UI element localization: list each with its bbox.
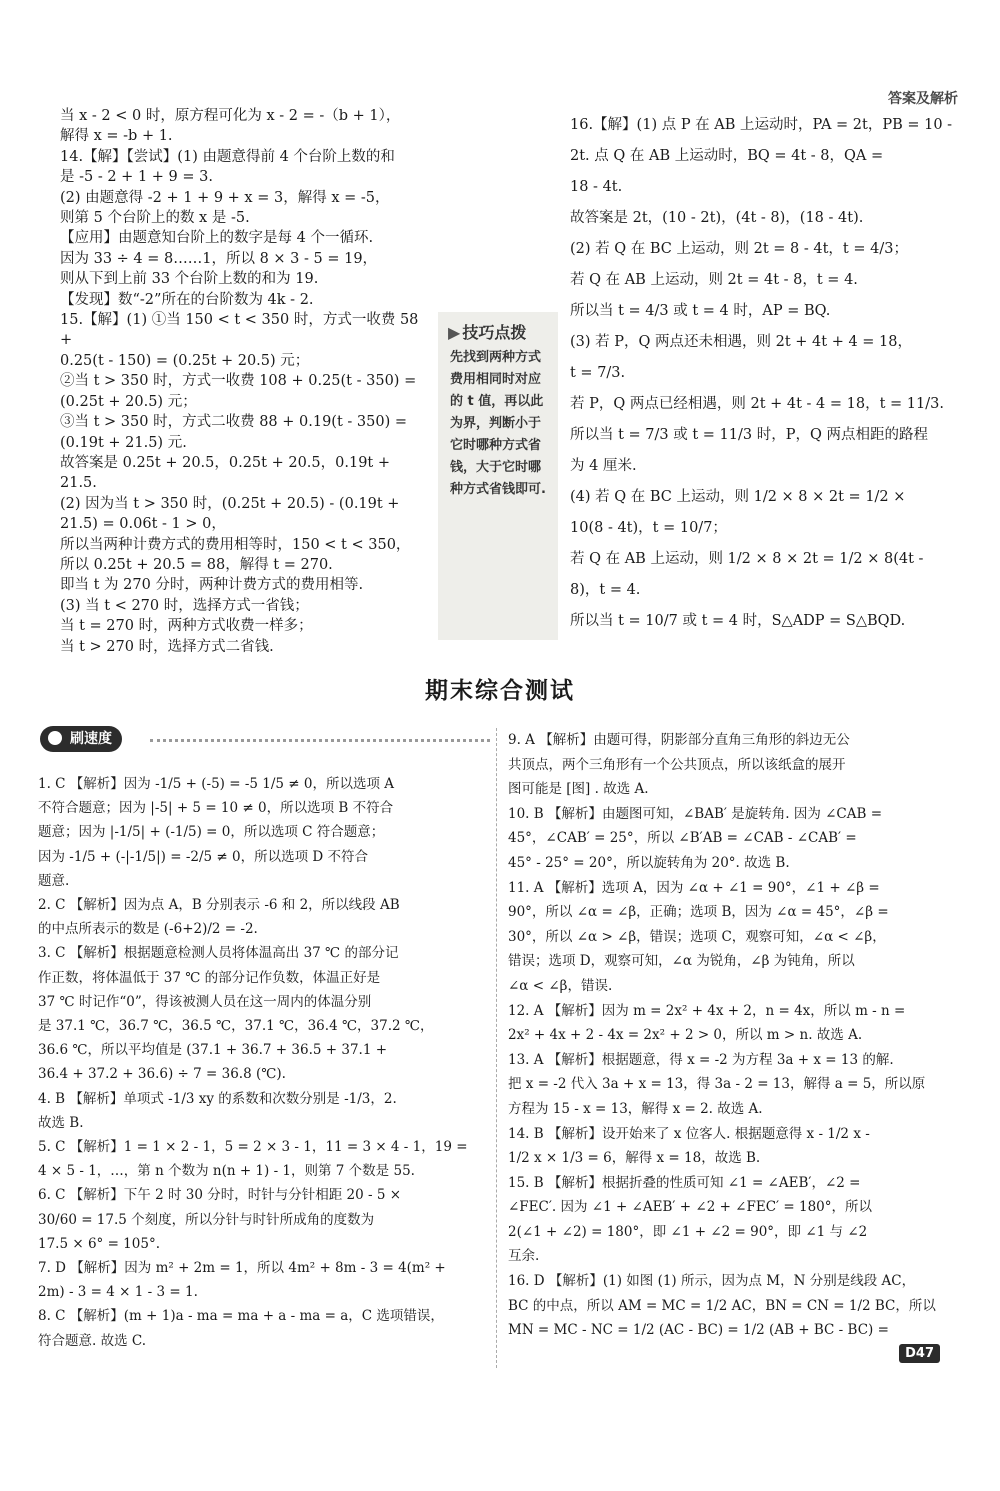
text-line: 11. A 【解析】选项 A，因为 ∠α + ∠1 = 90°，∠1 + ∠β = <box>508 879 880 896</box>
text-line: 因为 -1/5 + (-|-1/5|) = -2/5 ≠ 0，所以选项 D 不符合 <box>38 848 369 865</box>
section-title: 期末综合测试 <box>425 678 575 704</box>
text-line: 15. B 【解析】根据折叠的性质可知 ∠1 = ∠AEB′，∠2 = <box>508 1174 861 1191</box>
text-line: 共顶点，两个三角形有一个公共顶点，所以该纸盒的展开 <box>508 756 846 773</box>
text-line: 2. C 【解析】因为点 A，B 分别表示 -6 和 2，所以线段 AB <box>38 897 400 914</box>
text-line: 题意；因为 |-1/5| + (-1/5) = 0，所以选项 C 符合题意； <box>38 824 385 841</box>
text-line: 10(8 - 4t)，t = 10/7； <box>570 520 727 536</box>
page-number: D47 <box>899 1344 940 1363</box>
text-line: 解得 x = -b + 1. <box>60 128 173 145</box>
section-header-label: 答案及解析 <box>888 91 958 107</box>
left-top-column <box>60 106 435 657</box>
text-line: 当 x - 2 < 0 时，原方程可化为 x - 2 = -（b + 1）， <box>60 108 401 124</box>
tip-title: 技巧点拨 <box>462 323 527 342</box>
text-line: 10. B 【解析】由题图可知，∠BAB′ 是旋转角. 因为 ∠CAB = <box>508 805 883 822</box>
text-line: 错误；选项 D，观察可知，∠α 为锐角，∠β 为钝角，所以 <box>508 953 855 970</box>
text-line: 45°，∠CAB′ = 25°，所以 ∠B′AB = ∠CAB - ∠CAB′ = <box>508 830 857 847</box>
text-line: 故答案是 2t，(10 - 2t)，(4t - 8)，(18 - 4t). <box>570 210 864 226</box>
pencil-icon <box>48 731 62 745</box>
text-line: 30/60 = 17.5 个刻度，所以分针与时针所成角的度数为 <box>38 1211 375 1228</box>
text-line: 5. C 【解析】1 = 1 × 2 - 1，5 = 2 × 3 - 1，11 = 3 × 4 - 1，19 = <box>38 1139 468 1156</box>
text-line: 14.【解】【尝试】(1) 由题意得前 4 个台阶上数的和 <box>60 148 395 165</box>
text-line: 36.6 ℃，所以平均值是 (37.1 + 36.7 + 36.5 + 37.1 + <box>38 1042 388 1059</box>
text-line: 12. A 【解析】因为 m = 2x² + 4x + 2，n = 4x，所以 m - n = <box>508 1002 906 1019</box>
text-line: 方程为 15 - x = 13，解得 x = 2. 故选 A. <box>508 1100 763 1117</box>
text-line: MN = MC - NC = 1/2 (AC - BC) = 1/2 (AB + BC - BC) = <box>508 1322 889 1339</box>
text-line: 16. D 【解析】(1) 如图 (1) 所示，因为点 M，N 分别是线段 AC， <box>508 1273 916 1290</box>
text-line: 把 x = -2 代入 3a + x = 13，得 3a - 2 = 13，解得 a = 5，所以原 <box>508 1076 926 1093</box>
text-line: (2) 若 Q 在 BC 上运动，则 2t = 8 - 4t，t = 4/3； <box>570 241 908 257</box>
text-line: 0.25(t - 150) = (0.25t + 20.5) 元； <box>60 352 310 369</box>
text-line: 17.5 × 6° = 105°. <box>38 1235 160 1252</box>
text-line: 8)，t = 4. <box>570 582 641 598</box>
badge-label: 刷速度 <box>70 731 112 747</box>
text-line: ②当 t > 350 时，方式一收费 108 + 0.25(t - 350) = <box>60 373 417 390</box>
text-line: 因为 33 ÷ 4 = 8……1，所以 8 × 3 - 5 = 19， <box>60 250 378 267</box>
text-line: 所以当 t = 4/3 或 t = 4 时，AP = BQ. <box>570 303 831 319</box>
text-line: 3. C 【解析】根据题意检测人员将体温高出 37 ℃ 的部分记 <box>38 945 399 962</box>
text-line: 2(∠1 + ∠2) = 180°，即 ∠1 + ∠2 = 90°，即 ∠1 与 ∠2 <box>508 1223 868 1240</box>
text-line: (2) 因为当 t > 350 时，(0.25t + 20.5) - (0.19t + <box>60 495 400 512</box>
text-line: 的中点所表示的数是 (-6+2)/2 = -2. <box>38 921 258 938</box>
text-line: (0.25t + 20.5) 元； <box>60 393 197 410</box>
text-line: 不符合题意；因为 |-5| + 5 = 10 ≠ 0，所以选项 B 不符合 <box>38 800 394 817</box>
text-line: ∠FEC′. 因为 ∠1 + ∠AEB′ + ∠2 + ∠FEC′ = 180°，所以 <box>508 1199 873 1216</box>
column-divider <box>496 728 497 1368</box>
text-line: 90°，所以 ∠α = ∠β，正确；选项 B，因为 ∠α = 45°，∠β = <box>508 904 889 921</box>
text-line: (3) 若 P，Q 两点还未相遇，则 2t + 4t + 4 = 18， <box>570 334 913 350</box>
text-line: 所以当两种计费方式的费用相等时，150 < t < 350， <box>60 536 411 553</box>
text-line: 故答案是 0.25t + 20.5，0.25t + 20.5，0.19t + <box>60 454 391 471</box>
text-line: 15.【解】(1) ①当 150 < t < 350 时，方式一收费 58 + <box>60 312 424 349</box>
text-line: BC 的中点，所以 AM = MC = 1/2 AC，BN = CN = 1/2 BC，所以 <box>508 1297 936 1314</box>
text-line: 45° - 25° = 20°，所以旋转角为 20°. 故选 B. <box>508 854 790 871</box>
text-line: 互余. <box>508 1248 540 1265</box>
text-line: 4 × 5 - 1，…，第 n 个数为 n(n + 1) - 1，则第 7 个数是 55. <box>38 1163 415 1180</box>
tip-body: 先找到两种方式费用相同时对应的 t 值，再以此为界，判断小于它时哪种方式省钱，大于它时哪种方式省钱即可. <box>450 350 546 497</box>
text-line: 所以当 t = 7/3 或 t = 11/3 时，P，Q 两点相距的路程 <box>570 427 928 443</box>
text-line: (0.19t + 21.5) 元. <box>60 434 187 451</box>
text-line: 则从下到上前 33 个台阶上数的和为 19. <box>60 271 319 288</box>
text-line: 1/2 x × 1/3 = 6，解得 x = 18，故选 B. <box>508 1150 761 1167</box>
text-line: 8. C 【解析】(m + 1)a - ma = ma + a - ma = a，C 选项错误， <box>38 1308 444 1325</box>
text-line: 2m) - 3 = 4 × 1 - 3 = 1. <box>38 1284 198 1301</box>
text-line: (3) 当 t < 270 时，选择方式一省钱； <box>60 597 309 614</box>
text-line: 所以当 t = 10/7 或 t = 4 时，S△ADP = S△BQD. <box>570 613 906 629</box>
text-line: 当 t > 270 时，选择方式二省钱. <box>60 638 274 655</box>
text-line: 当 t = 270 时，两种方式收费一样多； <box>60 618 313 635</box>
speed-badge <box>40 726 122 752</box>
text-line: 6. C 【解析】下午 2 时 30 分时，时针与分针相距 20 - 5 × <box>38 1187 402 1204</box>
text-line: 图可能是 [图] . 故选 A. <box>508 781 649 798</box>
text-line: 故选 B. <box>38 1114 84 1131</box>
right-bottom-column <box>508 728 958 1343</box>
text-line: ③当 t > 350 时，方式二收费 88 + 0.19(t - 350) = <box>60 414 407 431</box>
dotted-rule <box>150 739 490 742</box>
text-line: 若 Q 在 AB 上运动，则 2t = 4t - 8，t = 4. <box>570 272 858 288</box>
text-line: 36.4 + 37.2 + 36.6) ÷ 7 = 36.8 (℃). <box>38 1066 286 1083</box>
text-line: 所以 0.25t + 20.5 = 88，解得 t = 270. <box>60 556 333 573</box>
text-line: 【发现】数“-2”所在的台阶数为 4k - 2. <box>60 291 314 308</box>
text-line: 则第 5 个台阶上的数 x 是 -5. <box>60 210 250 227</box>
text-line: 16.【解】(1) 点 P 在 AB 上运动时，PA = 2t，PB = 10 - <box>570 117 953 133</box>
text-line: (4) 若 Q 在 BC 上运动，则 1/2 × 8 × 2t = 1/2 × <box>570 489 906 505</box>
text-line: 9. A 【解析】由题可得，阴影部分直角三角形的斜边无公 <box>508 732 850 748</box>
text-line: 即当 t 为 270 分时，两种计费方式的费用相等. <box>60 577 364 594</box>
text-line: 30°，所以 ∠α > ∠β，错误；选项 C，观察可知，∠α < ∠β， <box>508 928 886 945</box>
text-line: 2t. 点 Q 在 AB 上运动时，BQ = 4t - 8，QA = <box>570 148 884 164</box>
arrow-icon: ▶ <box>448 323 461 342</box>
text-line: 21.5. <box>60 475 97 492</box>
text-line: 为 4 厘米. <box>570 458 637 474</box>
text-line: 符合题意. 故选 C. <box>38 1332 147 1349</box>
text-line: 13. A 【解析】根据题意，得 x = -2 为方程 3a + x = 13 的解. <box>508 1051 894 1068</box>
text-line: 2x² + 4x + 2 - 4x = 2x² + 2 > 0，所以 m > n. 故选 A. <box>508 1027 863 1044</box>
text-line: 1. C 【解析】因为 -1/5 + (-5) = -5 1/5 ≠ 0，所以选项 A <box>38 776 395 792</box>
text-line: 14. B 【解析】设开始来了 x 位客人. 根据题意得 x - 1/2 x - <box>508 1125 870 1142</box>
left-bottom-column <box>38 772 486 1353</box>
text-line: t = 7/3. <box>570 365 626 381</box>
right-top-column <box>570 110 960 637</box>
text-line: 4. B 【解析】单项式 -1/3 xy 的系数和次数分别是 -1/3，2. <box>38 1090 397 1107</box>
text-line: 若 Q 在 AB 上运动，则 1/2 × 8 × 2t = 1/2 × 8(4t - <box>570 551 924 567</box>
text-line: 7. D 【解析】因为 m² + 2m = 1，所以 4m² + 8m - 3 = 4(m² + <box>38 1260 446 1277</box>
text-line: (2) 由题意得 -2 + 1 + 9 + x = 3，解得 x = -5， <box>60 189 390 206</box>
text-line: 18 - 4t. <box>570 179 623 195</box>
tip-box <box>438 312 558 640</box>
text-line: 37 ℃ 时记作“0”，得该被测人员在这一周内的体温分别 <box>38 993 372 1010</box>
text-line: 是 -5 - 2 + 1 + 9 = 3. <box>60 169 213 186</box>
text-line: 21.5) = 0.06t - 1 > 0， <box>60 516 226 533</box>
text-line: 【应用】由题意知台阶上的数字是每 4 个一循环. <box>60 230 374 247</box>
text-line: 作正数，将体温低于 37 ℃ 的部分记作负数，体温正好是 <box>38 969 381 986</box>
text-line: 是 37.1 ℃，36.7 ℃，36.5 ℃，37.1 ℃，36.4 ℃，37.2 ℃， <box>38 1018 434 1035</box>
text-line: 题意. <box>38 872 70 889</box>
text-line: ∠α < ∠β，错误. <box>508 977 613 994</box>
text-line: 若 P，Q 两点已经相遇，则 2t + 4t - 4 = 18，t = 11/3. <box>570 396 944 412</box>
